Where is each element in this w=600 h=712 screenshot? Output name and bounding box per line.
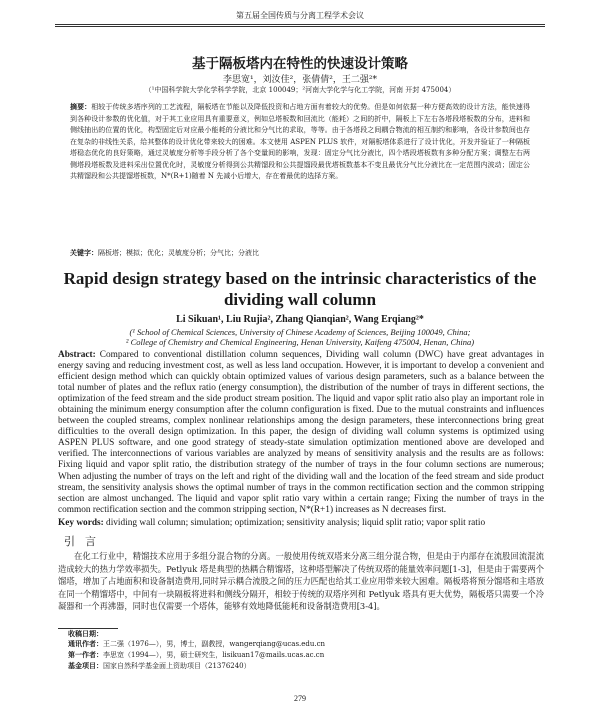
footnote-fund <box>68 662 488 671</box>
chinese-abstract-label: 摘要： <box>70 103 92 111</box>
footnote-rule <box>58 628 118 629</box>
footnote-fund-label: 基金项目： <box>68 662 103 670</box>
chinese-abstract-text: 相较于传统多塔序列的工艺流程，隔板塔在节能以及降低投资和占地方面有着较大的优势。但是如何依据一种方便高效的设计方法，能快速得到各种设计参数的优化值，对于其工业应用具有重要意义，例如总塔板数和回流比（能耗）之间的折中，隔板上下左右各塔段塔板数的分布，进料和侧线抽出的位置的优化，构型固定后对应最小能耗的分液比和分气比的求取，等等。由于各塔段之间耦合物流的相互制约和影响，各设计参数间也存在复杂的非线性关系，给其整体的设计优化带来较大的困难。本文使用 ASPEN PLUS 软件，对隔板塔体系进行了设计优化，开发并验证了一种隔板塔稳态优化的良好策略，通过灵敏度分析等手段分析了各个变量间的影响，发现：固定分气比分液比，四个塔段塔板数有多种分配方案；调整左右两侧塔段塔板数及进料采出位置优化时，灵敏度分析得到公共精馏段和公共提馏段最优塔板数基本不变且最优分气比分液比在一定范围内波动；固定公共精馏段和公共提馏塔板数，N*(R+1)随着 N 先减小后增大，存在着最优的选择方案。 <box>70 103 530 180</box>
footnote-fund-text: 国家自然科学基金面上资助项目（21376240） <box>103 662 251 670</box>
header-rule <box>55 24 545 25</box>
footnote-received <box>68 630 488 639</box>
chinese-title: 基于隔板塔内在特性的快速设计策略 <box>192 56 408 72</box>
english-affiliation <box>40 327 560 347</box>
chinese-abstract <box>70 102 530 183</box>
footnote-first-author <box>68 651 488 660</box>
introduction-paragraph: 在化工行业中，精馏技术应用于多组分混合物的分离。一般使用传统双塔来分离三组分混合物，但是由于内部存在流股回流混流造成较大的热力学效率损失。Petlyuk 塔是典型的热耦合精馏塔，这种塔型解决了传统双塔的能量效率问题[1-3]，但是由于需要两个馏塔，增加了占地面积和设备制造费用,同时异示耦合流股之间的压力匹配也给其工业应用带来较大困难。隔板塔将预分馏塔和主塔放在同一个精馏塔中，中间有一块隔板将进料和侧线分隔开，相较于传统的双塔序列和 Petlyuk 塔具有更大优势，隔板塔只需要一个冷凝器和一个再沸器，同时也仅需要一个塔体，能够有效地降低能耗和设备制造费用[3-4]。 <box>58 551 544 612</box>
english-keywords <box>58 518 544 528</box>
english-title: Rapid design strategy based on the intrinsic characteristics of the dividing wall column <box>63 269 537 309</box>
page-number: 279 <box>294 694 306 703</box>
english-abstract <box>58 350 544 516</box>
english-authors: Li Sikuan¹, Liu Rujia², Zhang Qianqian², Wang Erqiang²* <box>176 314 424 325</box>
chinese-affiliation: （¹中国科学院大学化学科学学院，北京 100049；²河南大学化学与化工学院，河南 开封 475004） <box>144 86 456 94</box>
footnote-received-label: 收稿日期： <box>68 630 103 638</box>
section-title-introduction: 引言 <box>64 535 106 548</box>
footnote-corresponding-text: 王二强（1976—），男，博士，副教授，wangerqiang@ucas.edu.cn <box>103 640 326 648</box>
english-keywords-text: dividing wall column; simulation; optimization; sensitivity analysis; liquid split ratio; vapor split ratio <box>106 518 486 528</box>
running-header: 第五届全国传质与分离工程学术会议 <box>236 11 364 20</box>
english-keywords-label: Key words: <box>58 518 104 528</box>
english-affiliation-1: (¹ School of Chemical Sciences, University of Chinese Academy of Sciences, Beijing 100049, China; <box>129 327 471 337</box>
chinese-keywords-text: 隔板塔；模拟；优化；灵敏度分析；分气比；分液比 <box>98 249 259 257</box>
footnote-corresponding <box>68 640 488 649</box>
footnote-first-author-label: 第一作者： <box>68 651 103 659</box>
footnote-corresponding-label: 通讯作者： <box>68 640 103 648</box>
chinese-authors: 李思宽¹，刘汝佳²，张倩倩²，王二强²* <box>223 75 377 85</box>
english-abstract-label: Abstract: <box>58 350 96 360</box>
english-abstract-text: Compared to conventional distillation column sequences, Dividing wall column (DWC) have great advantages in energy saving and reducing investment cost, as well as less land occupation. However, it is important to develop a convenient and efficient design method which can quickly obtain optimized values of various design parameters, such as a balance between the total number of plates and the reflux ratio (energy consumption), the distribution of the number of trays in different sections, the optimization of the feed stream and the side product stream position. The liquid and vapor split ratio also play an important role in obtaining the minimum energy consumption after the column configuration is fixed. Due to the mutual constraints and influences between the coupled streams, complex nonlinear relationships among the design parameters, these interconnections bring great difficulties to the overall design optimization. In this paper, the design of dividing wall column systems is optimized using ASPEN PLUS software, and one good strategy of steady-state simulation optimization mentioned above are developed and verified. The interconnections of various variables are analyzed by means of sensitivity analysis and the results are as follows: Fixing liquid and vapor split ratio, the distribution strategy of the number of trays in the four column sections are numerous; When adjusting the number of trays on the left and right of the dividing wall and the location of the feed stream and side product stream, the sensitivity analysis shows the optimal number of trays in the common rectification section and the common stripping section are almost unchanged. The liquid and vapor split ratio vary within a certain range; Fixing the number of trays in the common rectification section and the common stripping section, N*(R+1) increases as N decreases first. <box>58 350 544 515</box>
footnote-first-author-text: 李思宽（1994—），男，硕士研究生，lisikuan17@mails.ucas.ac.cn <box>103 651 325 659</box>
chinese-keywords-label: 关键字： <box>70 249 98 257</box>
english-affiliation-2: ² College of Chemistry and Chemical Engineering, Henan University, Kaifeng 475004, Henan, China) <box>125 337 475 347</box>
chinese-keywords <box>70 248 530 258</box>
header-rule-thin <box>55 26 545 27</box>
